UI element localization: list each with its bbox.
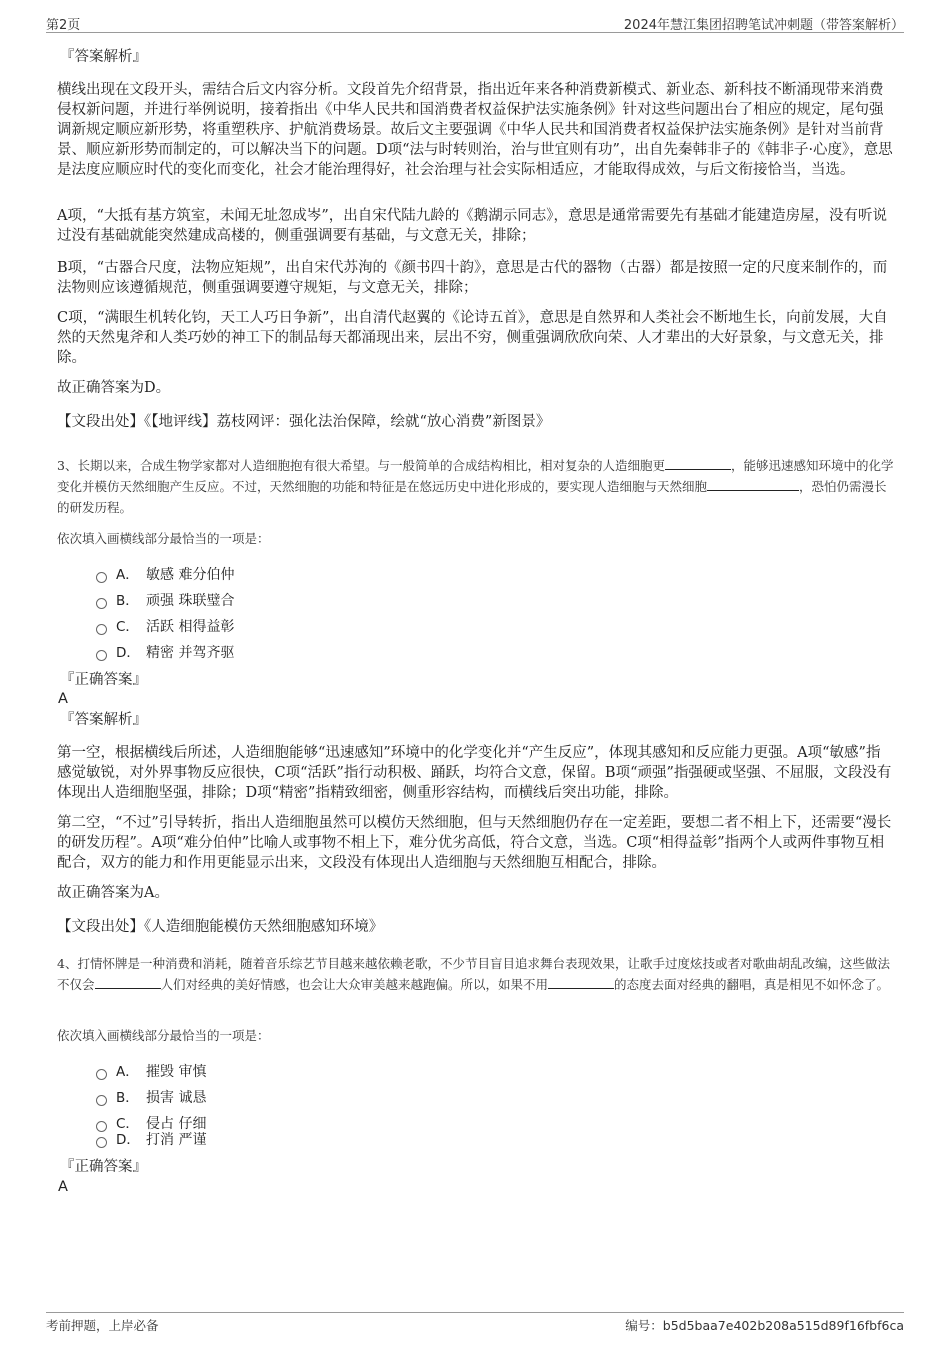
q2-analysis-paragraph-1: 横线出现在文段开头，需结合后文内容分析。文段首先介绍背景，指出近年来各种消费新模式、新业态、新科技不断涌现带来消费侵权新问题，并进行举例说明，接着指出《中华人民共和国消费者权益保护法实施条例》针对这些问题出台了相应的规定，尾句强调新规定顺应新形势，将重塑秩序、护航消费场景。故后文主要强调《中华人民共和国消费者权益保护法实施条例》是针对当前背景、顺应新形势而制定的，可以解决当下的问题。D项“法与时转则治，治与世宜则有功”，出自先秦韩非子的《韩非子·心度》，意思是法度应顺应时代的变化而变化，社会才能治理得好，社会治理与社会实际相适应，才能取得成效，与后文衔接恰当，当选。 <box>57 82 893 178</box>
page-number: 第2页 <box>46 18 81 33</box>
radio-icon[interactable] <box>96 650 107 661</box>
q4-answer-label: 『正确答案』 <box>60 1159 147 1175</box>
option-text: 损害 诚恳 <box>146 1090 207 1106</box>
q3-stem <box>57 455 897 518</box>
q4-blank-2 <box>548 976 614 989</box>
option-text: 摧毁 审慎 <box>146 1064 207 1080</box>
page-footer <box>46 1312 904 1333</box>
q3-option-d[interactable] <box>96 643 234 663</box>
document-title: 2024年慧江集团招聘笔试冲刺题（带答案解析） <box>623 18 904 33</box>
q4-option-d[interactable] <box>96 1130 206 1150</box>
option-letter: D． <box>116 645 140 661</box>
q2-conclusion: 故正确答案为D。 <box>57 380 171 396</box>
document-code-label: 编号： <box>625 1318 663 1333</box>
document-code-value: b5d5baa7e402b208a515d89f16fbf6ca <box>662 1318 904 1333</box>
q4-option-b[interactable] <box>96 1088 206 1108</box>
q2-source: 【文段出处】《【地评线】荔枝网评：强化法治保障，绘就“放心消费”新图景》 <box>57 414 551 430</box>
radio-icon[interactable] <box>96 598 107 609</box>
page-header <box>46 12 904 33</box>
option-letter: A． <box>116 1064 139 1080</box>
q4-stem <box>57 953 897 995</box>
option-text: 顽强 珠联璧合 <box>146 593 235 609</box>
radio-icon[interactable] <box>96 1137 107 1148</box>
option-text: 打消 严谨 <box>146 1132 207 1148</box>
option-letter: A． <box>116 567 139 583</box>
q3-stem-part-3: ，恐怕仍需漫长的研发历程。 <box>57 479 887 515</box>
q3-option-c[interactable] <box>96 617 234 637</box>
option-text: 精密 并驾齐驱 <box>146 645 235 661</box>
q4-stem-part-1: 4、打情怀牌是一种消费和消耗，随着音乐综艺节目越来越依赖老歌，不少节目盲目追求舞台表现效果，让歌手过度炫技或者对歌曲胡乱改编，这些做法不仅会 <box>57 956 890 992</box>
q3-answer-label: 『正确答案』 <box>60 672 147 688</box>
option-text: 敏感 难分伯仲 <box>146 567 235 583</box>
q3-analysis-paragraph-1: 第一空，根据横线后所述，人造细胞能够“迅速感知”环境中的化学变化并“产生反应”，体现其感知和反应能力更强。A项“敏感”指感觉敏锐，对外界事物反应很快，C项“活跃”指行动积极、踊跃，均符合文意，保留。B项“顽强”指强硬或坚强、不屈服，文段没有体现出人造细胞坚强，排除；D项“精密”指精致细密，侧重形容结构，而横线后突出功能，排除。 <box>57 745 892 801</box>
q3-blank-1 <box>665 457 731 470</box>
q3-option-a[interactable] <box>96 565 234 585</box>
radio-icon[interactable] <box>96 624 107 635</box>
q3-conclusion: 故正确答案为A。 <box>57 885 169 901</box>
q4-stem-part-3: 的态度去面对经典的翻唱，真是相见不如怀念了。 <box>614 977 890 992</box>
q3-stem-part-1: 3、长期以来，合成生物学家都对人造细胞抱有很大希望。与一般简单的合成结构相比，相对复杂的人造细胞更 <box>57 458 665 473</box>
q3-stem-part-2: ，能够迅速感知环境中的化学变化并模仿天然细胞产生反应。不过，天然细胞的功能和特征是在悠远历史中进化形成的，要实现人造细胞与天然细胞 <box>57 458 894 494</box>
q3-answer: A <box>58 691 68 707</box>
footer-slogan: 考前押题，上岸必备 <box>46 1318 159 1333</box>
q2-analysis-paragraph-2: A项，“大抵有基方筑室，未闻无址忽成岑”，出自宋代陆九龄的《鹅湖示同志》，意思是通常需要先有基础才能建造房屋，没有听说过没有基础就能突然建成高楼的，侧重强调要有基础，与文意无关，排除； <box>57 208 888 244</box>
q3-option-b[interactable] <box>96 591 234 611</box>
q4-stem-part-2: 人们对经典的美好情感，也会让大众审美越来越跑偏。所以，如果不用 <box>160 977 549 992</box>
option-letter: B． <box>116 1090 139 1106</box>
q3-source: 【文段出处】《人造细胞能模仿天然细胞感知环境》 <box>57 919 384 935</box>
option-text: 侵占 仔细 <box>146 1116 207 1132</box>
q3-analysis-label: 『答案解析』 <box>60 712 147 728</box>
q4-instruction: 依次填入画横线部分最恰当的一项是： <box>57 1028 270 1043</box>
option-letter: B． <box>116 593 139 609</box>
q2-analysis-paragraph-3: B项，“古器合尺度，法物应矩规”，出自宋代苏洵的《颜书四十韵》，意思是古代的器物（古器）都是按照一定的尺度来制作的，而法物则应该遵循规范，侧重强调要遵守规矩，与文意无关，排除； <box>57 260 888 296</box>
q2-analysis-paragraph-4: C项，“满眼生机转化钧，天工人巧日争新”，出自清代赵翼的《论诗五首》，意思是自然界和人类社会不断地生长，向前发展，大自然的天然鬼斧和人类巧妙的神工下的制品每天都涌现出来，层出不穷，侧重强调欣欣向荣、人才辈出的大好景象，与文意无关，排除。 <box>57 310 888 366</box>
q4-answer: A <box>58 1179 68 1195</box>
radio-icon[interactable] <box>96 1095 107 1106</box>
option-letter: D． <box>116 1132 140 1148</box>
q3-analysis-paragraph-2: 第二空，“不过”引导转折，指出人造细胞虽然可以模仿天然细胞，但与天然细胞仍存在一定差距，要想二者不相上下，还需要“漫长的研发历程”。A项“难分伯仲”比喻人或事物不相上下，难分优劣高低，符合文意，当选。C项“相得益彰”指两个人或两件事物互相配合，双方的能力和作用更能显示出来，文段没有体现出人造细胞与天然细胞互相配合，排除。 <box>57 815 892 871</box>
q3-blank-2 <box>707 478 799 491</box>
option-text: 活跃 相得益彰 <box>146 619 235 635</box>
q3-instruction: 依次填入画横线部分最恰当的一项是： <box>57 531 270 546</box>
option-letter: C． <box>116 619 139 635</box>
q4-option-a[interactable] <box>96 1062 206 1082</box>
q4-blank-1 <box>95 976 161 989</box>
radio-icon[interactable] <box>96 572 107 583</box>
radio-icon[interactable] <box>96 1069 107 1080</box>
document-code <box>625 1316 904 1334</box>
q2-analysis-label: 『答案解析』 <box>60 49 147 65</box>
option-letter: C． <box>116 1116 139 1132</box>
